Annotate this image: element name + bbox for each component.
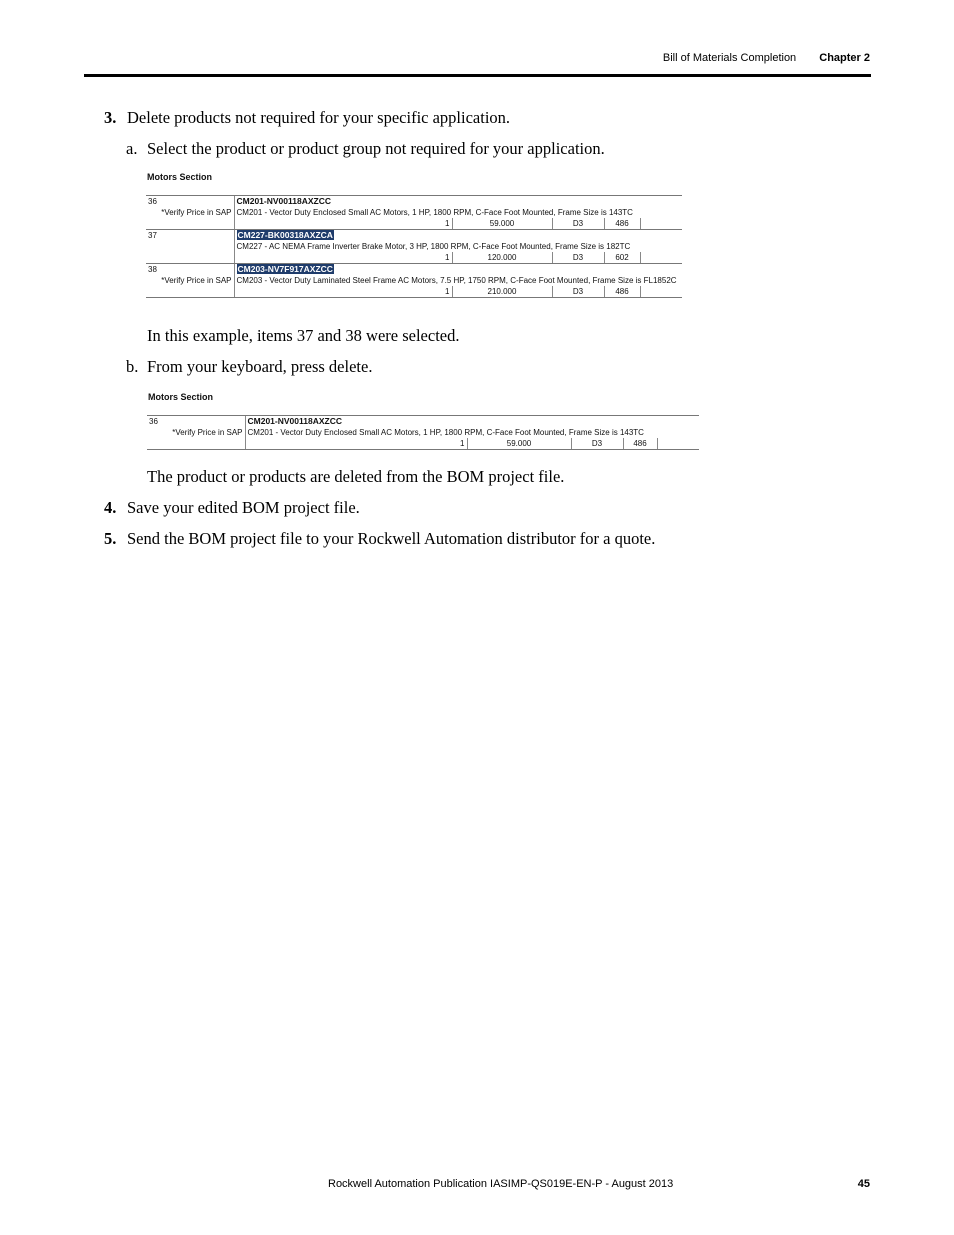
part-number-selected[interactable]: CM227-BK00318AXZCA: [237, 230, 333, 240]
quantity-cell: 1: [245, 438, 467, 450]
table-row[interactable]: [146, 252, 682, 264]
substep-text: Select the product or product group not required for your application.: [147, 139, 605, 158]
step-number: 4.: [104, 498, 117, 517]
substep-label: a.: [126, 139, 138, 158]
quantity-cell: 1: [234, 286, 452, 298]
table-row[interactable]: [146, 196, 682, 208]
table-row[interactable]: [146, 264, 682, 276]
step-text: Delete products not required for your specific application.: [127, 108, 511, 127]
number-cell: 486: [604, 218, 640, 230]
price-cell: 59.000: [452, 218, 552, 230]
price-cell: 210.000: [452, 286, 552, 298]
table-row[interactable]: [146, 286, 682, 298]
code-cell: D3: [552, 252, 604, 264]
price-note: [146, 241, 234, 252]
price-note: *Verify Price in SAP: [161, 208, 232, 217]
substep-b-note: The product or products are deleted from the BOM project file.: [147, 467, 565, 486]
quantity-cell: 1: [234, 252, 452, 264]
price-note: *Verify Price in SAP: [172, 428, 243, 437]
part-number[interactable]: CM201-NV00118AXZCC: [236, 196, 331, 206]
item-number: 36: [146, 196, 234, 208]
code-cell: D3: [571, 438, 623, 450]
item-number: 37: [146, 230, 234, 242]
bom-table: [147, 415, 699, 450]
part-number-selected[interactable]: CM203-NV7F917AXZCC: [237, 264, 333, 274]
price-cell: 120.000: [452, 252, 552, 264]
code-cell: D3: [552, 286, 604, 298]
step-text: Send the BOM project file to your Rockwell Automation distributor for a quote.: [127, 529, 656, 548]
table-row[interactable]: [147, 427, 699, 438]
price-cell: 59.000: [467, 438, 571, 450]
substep-b: [126, 357, 372, 377]
bom-sheet-after: [147, 390, 703, 456]
price-note: *Verify Price in SAP: [161, 276, 232, 285]
substep-a: [126, 139, 605, 159]
bom-table: [146, 195, 682, 298]
product-description: CM203 - Vector Duty Laminated Steel Frame AC Motors, 7.5 HP, 1750 RPM, C-Face Foot Mounted, Frame Size is FL1852C: [234, 275, 682, 286]
substep-text: From your keyboard, press delete.: [147, 357, 373, 376]
item-number: 36: [147, 416, 245, 428]
page-number: 45: [857, 1178, 870, 1190]
step-number: 5.: [104, 529, 117, 548]
number-cell: 486: [604, 286, 640, 298]
table-row[interactable]: [147, 438, 699, 450]
table-row[interactable]: [146, 230, 682, 242]
sheet-title: Motors Section: [148, 392, 214, 402]
header-rule: [84, 74, 871, 77]
header-chapter: Chapter 2: [819, 52, 870, 64]
table-row[interactable]: [146, 275, 682, 286]
table-row[interactable]: [146, 207, 682, 218]
item-number: 38: [146, 264, 234, 276]
code-cell: D3: [552, 218, 604, 230]
number-cell: 486: [623, 438, 657, 450]
product-description: CM201 - Vector Duty Enclosed Small AC Motors, 1 HP, 1800 RPM, C-Face Foot Mounted, Frame Size is 143TC: [234, 207, 682, 218]
table-row[interactable]: [146, 218, 682, 230]
footer-publication: Rockwell Automation Publication IASIMP-QS019E-EN-P - August 2013: [328, 1178, 674, 1190]
product-description: CM227 - AC NEMA Frame Inverter Brake Motor, 3 HP, 1800 RPM, C-Face Foot Mounted, Frame Size is 182TC: [234, 241, 682, 252]
number-cell: 602: [604, 252, 640, 264]
substep-a-note: In this example, items 37 and 38 were selected.: [147, 326, 460, 345]
product-description: CM201 - Vector Duty Enclosed Small AC Motors, 1 HP, 1800 RPM, C-Face Foot Mounted, Frame Size is 143TC: [245, 427, 699, 438]
step-text: Save your edited BOM project file.: [127, 498, 360, 517]
sheet-title: Motors Section: [147, 172, 213, 182]
table-row[interactable]: [147, 416, 699, 428]
step-number: 3.: [104, 108, 117, 127]
bom-sheet-before: [146, 170, 686, 312]
header-section-title: Bill of Materials Completion: [662, 52, 797, 64]
table-row[interactable]: [146, 241, 682, 252]
substep-label: b.: [126, 357, 139, 376]
quantity-cell: 1: [234, 218, 452, 230]
running-header: [663, 52, 870, 64]
part-number[interactable]: CM201-NV00118AXZCC: [247, 416, 342, 426]
